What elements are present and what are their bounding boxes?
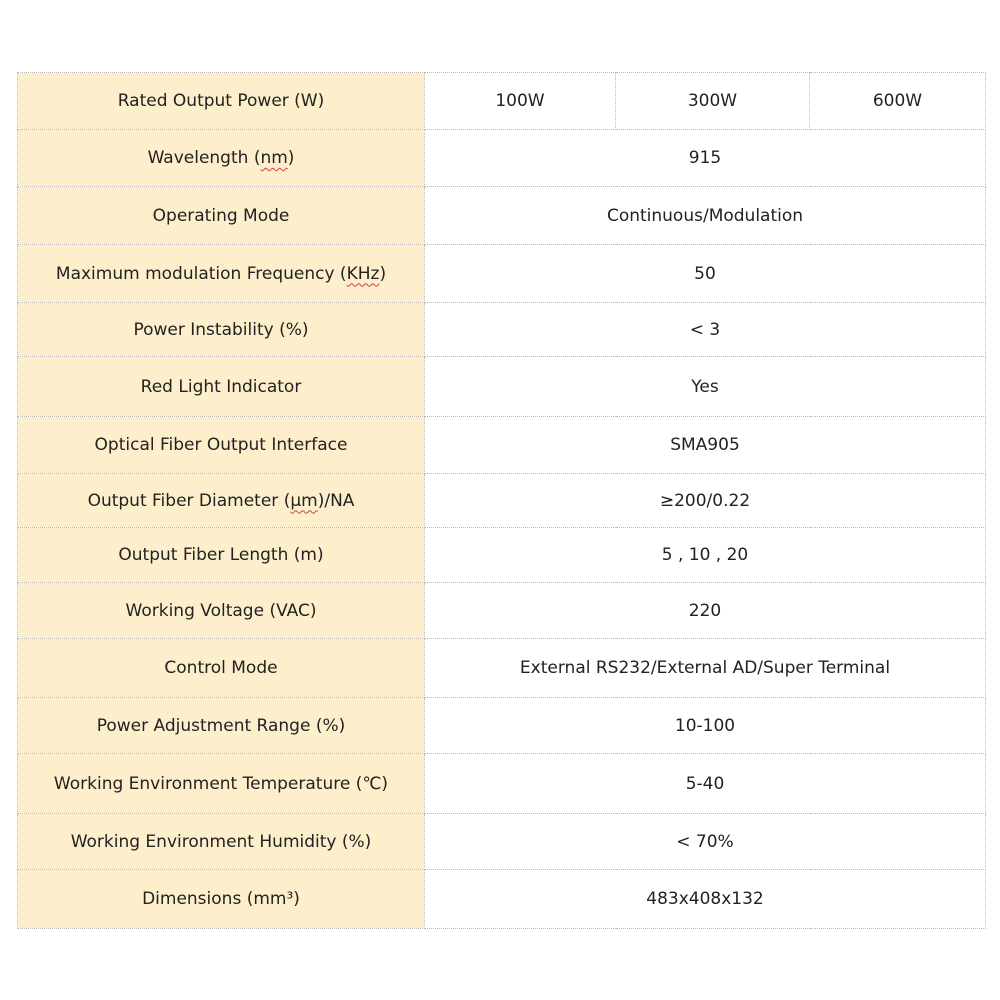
table-row: [18, 130, 986, 187]
row-label: [18, 698, 425, 754]
row-value: External RS232/External AD/Super Terminal: [425, 639, 986, 698]
label-text: Wavelength (: [147, 148, 261, 168]
row-label: [18, 303, 425, 357]
row-label: [18, 583, 425, 639]
row-label: [18, 357, 425, 417]
label-text-suffix: ): [287, 148, 295, 168]
table-row: [18, 528, 986, 583]
row-value: 483x408x132: [425, 870, 986, 929]
table-row: [18, 639, 986, 698]
table-row-rated-output-power: [18, 73, 986, 130]
table-row: [18, 303, 986, 357]
table-row: [18, 417, 986, 474]
row-value: 5-40: [425, 754, 986, 814]
spellcheck-mark: μm: [290, 490, 318, 511]
row-value: 10-100: [425, 698, 986, 754]
row-label: [18, 245, 425, 303]
table-row: [18, 357, 986, 417]
row-value: 915: [425, 130, 986, 187]
label-text: Working Environment Temperature (℃): [53, 773, 389, 794]
row-label: [18, 528, 425, 583]
label-text: Red Light Indicator: [140, 376, 302, 397]
row-value: 5 , 10 , 20: [425, 528, 986, 583]
row-value: ≥200/0.22: [425, 474, 986, 528]
table-row: [18, 698, 986, 754]
label-text: Output Fiber Length (m): [118, 545, 324, 565]
row-value: Yes: [425, 357, 986, 417]
table-row: [18, 754, 986, 814]
table-row: [18, 245, 986, 303]
row-value: < 3: [425, 303, 986, 357]
label-text: Optical Fiber Output Interface: [94, 435, 348, 455]
table-row: [18, 187, 986, 245]
spellcheck-mark: nm: [260, 148, 288, 168]
table-row: [18, 474, 986, 528]
table-row: [18, 814, 986, 870]
row-value: SMA905: [425, 417, 986, 474]
label-text-suffix: ): [379, 263, 387, 284]
label-text: Power Adjustment Range (%): [96, 715, 346, 736]
row-label: [18, 754, 425, 814]
label-text: Control Mode: [164, 658, 278, 678]
row-label: [18, 187, 425, 245]
row-value: 50: [425, 245, 986, 303]
label-text: Power Instability (%): [133, 319, 309, 340]
row-label: [18, 474, 425, 528]
model-100w: 100W: [425, 73, 616, 130]
label-text-suffix: )/NA: [317, 490, 355, 511]
row-value: < 70%: [425, 814, 986, 870]
rated-output-power-label: Rated Output Power (W): [18, 73, 425, 130]
table-row: [18, 583, 986, 639]
label-text: Maximum modulation Frequency (: [55, 263, 347, 284]
row-value: Continuous/Modulation: [425, 187, 986, 245]
label-text: Working Voltage (VAC): [125, 600, 317, 621]
row-label: [18, 870, 425, 929]
row-label: [18, 814, 425, 870]
row-label: [18, 639, 425, 698]
spec-table: [17, 72, 986, 929]
spellcheck-mark: KHz: [346, 263, 380, 284]
model-300w: 300W: [616, 73, 810, 130]
label-text: Working Environment Humidity (%): [70, 831, 372, 852]
label-text: Dimensions (mm³): [142, 889, 300, 909]
row-label: [18, 417, 425, 474]
row-label: [18, 130, 425, 187]
model-600w: 600W: [810, 73, 986, 130]
label-text: Operating Mode: [152, 205, 290, 226]
label-text: Output Fiber Diameter (: [87, 490, 291, 511]
row-value: 220: [425, 583, 986, 639]
table-row: [18, 870, 986, 929]
